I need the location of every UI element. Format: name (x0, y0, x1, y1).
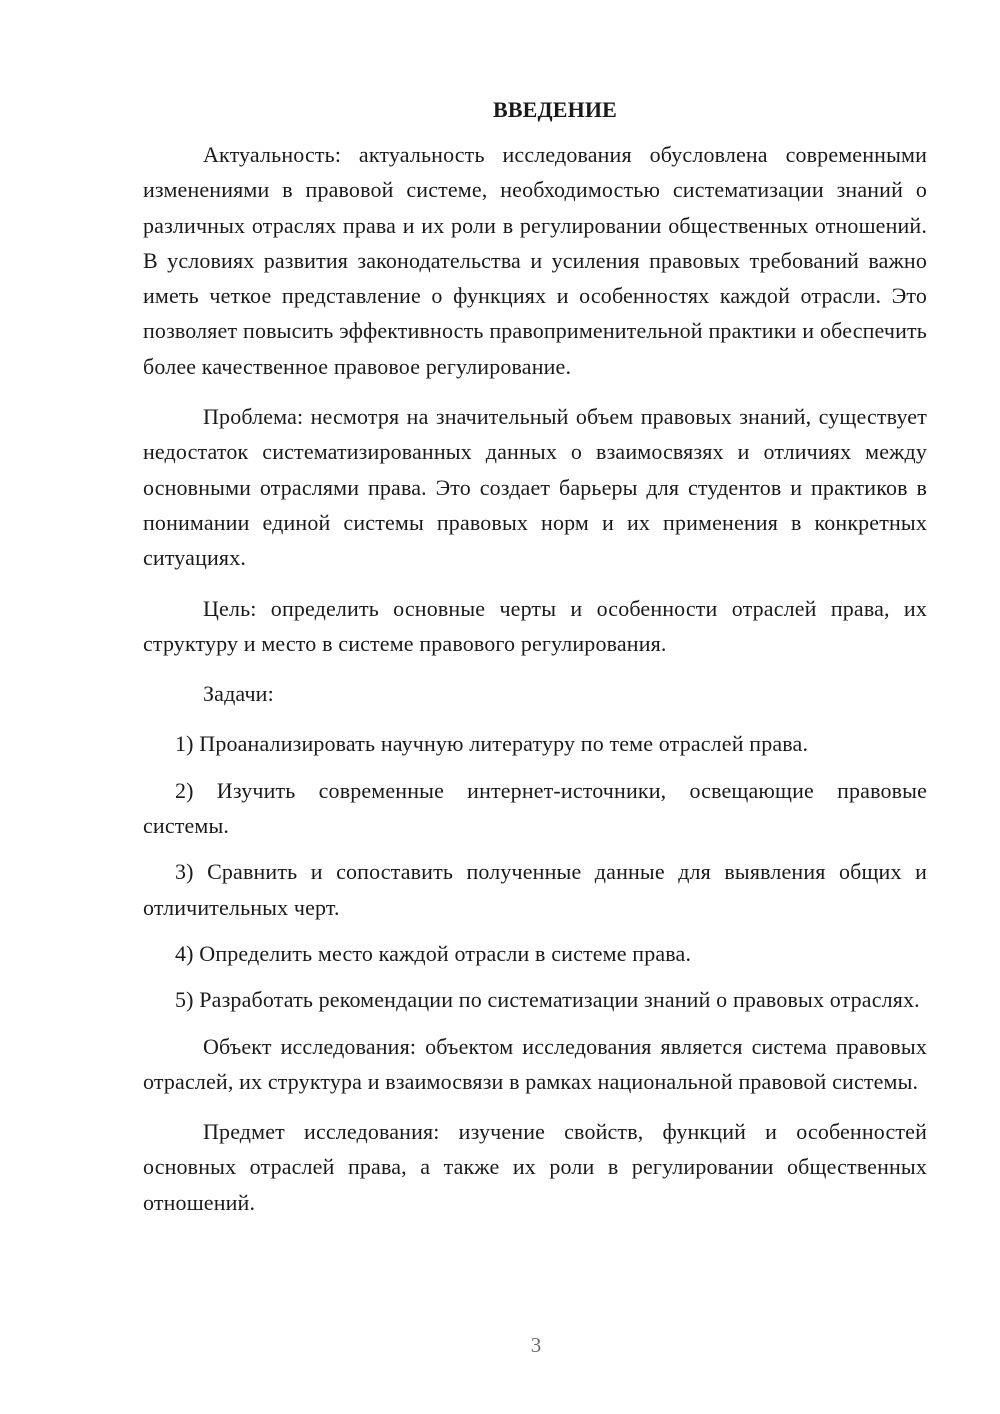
relevance-paragraph: Актуальность: актуальность исследования обусловлена современными изменениями в правовой системе, необходимостью систематизации знаний о различных отраслях права и их роли в регулировании общественных отношений. В условиях развития законодательства и усиления правовых требований важно иметь четкое представление о функциях и особенностях каждой отрасли. Это позволяет повысить эффективность правоприменительной практики и обеспечить более качественное правовое регулирование. (143, 142, 927, 379)
object-paragraph: Объект исследования: объектом исследования является система правовых отраслей, их структура и взаимосвязи в рамках национальной правовой системы. (143, 1033, 927, 1094)
page-content (143, 90, 927, 1235)
page-number: 3 (530, 1333, 542, 1357)
task-item: 5) Разработать рекомендации по систематизации знаний о правовых отраслях. (175, 987, 920, 1013)
problem-paragraph: Проблема: несмотря на значительный объем правовых знаний, существует недостаток систематизированных данных о взаимосвязях и отличиях между основными отраслями права. Это создает барьеры для студентов и практиков в понимании единой системы правовых норм и их применения в конкретных ситуациях. (143, 404, 927, 571)
task-item: 3) Сравнить и сопоставить полученные данные для выявления общих и отличительных черт. (143, 859, 927, 920)
task-item: 4) Определить место каждой отрасли в системе права. (175, 940, 692, 966)
task-item: 2) Изучить современные интернет-источники, освещающие правовые системы. (143, 777, 927, 839)
tasks-list (143, 726, 927, 1017)
task-item: 1) Проанализировать научную литературу по теме отраслей права. (175, 731, 809, 757)
subject-paragraph: Предмет исследования: изучение свойств, функций и особенностей основных отраслей права, а также их роли в регулировании общественных отношений. (143, 1119, 927, 1215)
goal-paragraph: Цель: определить основные черты и особенности отраслей права, их структуру и место в системе правового регулирования. (143, 595, 927, 656)
tasks-heading: Задачи: (203, 681, 274, 707)
section-heading: ВВЕДЕНИЕ (493, 97, 617, 122)
